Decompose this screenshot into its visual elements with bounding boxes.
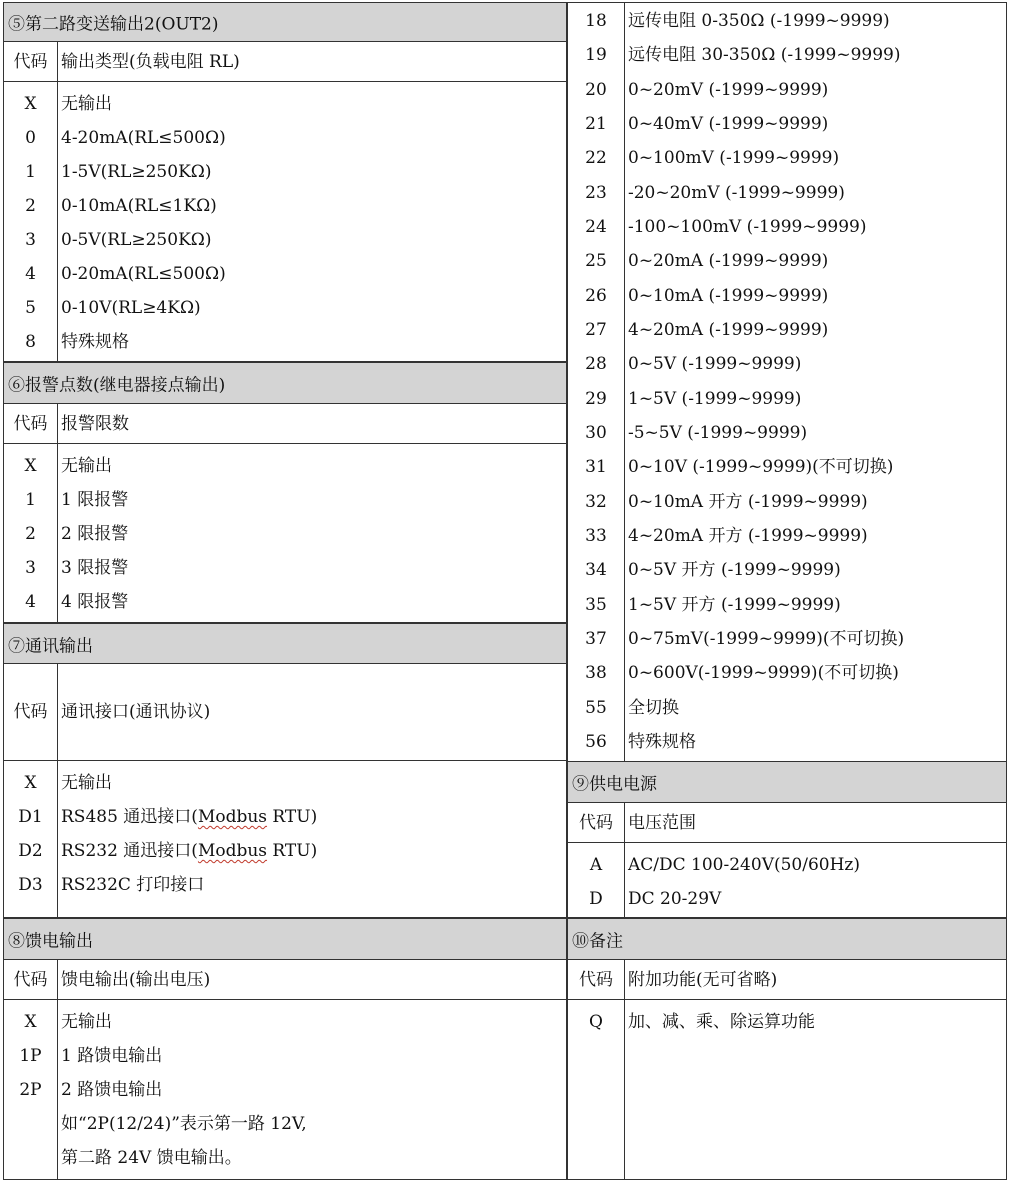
row-desc: 4 限报警	[61, 592, 129, 612]
row-code: 29	[585, 389, 607, 409]
row-code: D	[589, 889, 603, 909]
section-9-desc-header: 电压范围	[628, 813, 696, 833]
section-5-title: ⑤第二路变送输出2(OUT2)	[8, 14, 219, 35]
row-desc: 0~600V(-1999~9999)(不可切换)	[628, 663, 899, 683]
row-desc: 0~10V (-1999~9999)(不可切换)	[628, 457, 894, 477]
row-desc: DC 20-29V	[628, 889, 722, 909]
section-5-header-row	[3, 41, 567, 82]
row-desc: AC/DC 100-240V(50/60Hz)	[628, 855, 861, 875]
row-desc: 0-10V(RL≥4KΩ)	[61, 298, 201, 318]
row-code: 2	[25, 196, 36, 216]
row-desc: -5~5V (-1999~9999)	[628, 423, 808, 443]
section-5-body	[3, 81, 567, 362]
row-code: X	[24, 94, 37, 114]
section-6-body	[3, 443, 567, 623]
row-code: X	[24, 1012, 37, 1032]
row-desc: 0~20mV (-1999~9999)	[628, 80, 829, 100]
row-desc: 0~10mA 开方 (-1999~9999)	[628, 492, 868, 512]
protocol-name: Modbus	[197, 841, 268, 861]
row-desc: 0~5V (-1999~9999)	[628, 354, 802, 374]
row-desc: 0-5V(RL≥250KΩ)	[61, 230, 212, 250]
row-desc-part: RS232 通迅接口(	[61, 841, 198, 861]
row-desc: 4-20mA(RL≤500Ω)	[61, 128, 226, 148]
section-8-header-row	[3, 959, 567, 1000]
row-desc	[61, 841, 317, 861]
row-desc-part: RS485 通迅接口(	[61, 807, 198, 827]
row-code: 19	[585, 45, 607, 65]
row-desc: 全切换	[628, 698, 679, 718]
section-10-title-bar	[567, 918, 1007, 960]
row-code: 4	[25, 264, 36, 284]
row-code: D3	[18, 875, 43, 895]
row-desc: 远传电阻 30-350Ω (-1999~9999)	[628, 45, 901, 65]
row-desc: 特殊规格	[628, 732, 696, 752]
row-desc: 0~100mV (-1999~9999)	[628, 148, 840, 168]
row-code: 25	[585, 251, 607, 271]
row-code: 2	[25, 524, 36, 544]
row-code: 3	[25, 558, 36, 578]
section-9-title: ⑨供电电源	[572, 774, 657, 795]
row-desc-part: RTU)	[267, 841, 318, 861]
row-code: 30	[585, 423, 607, 443]
row-desc: 加、减、乘、除运算功能	[628, 1012, 815, 1032]
row-code: X	[24, 456, 37, 476]
row-desc: 0-20mA(RL≤500Ω)	[61, 264, 226, 284]
section-9-code-header: 代码	[579, 813, 613, 833]
row-code: 35	[585, 595, 607, 615]
row-desc: 0~75mV(-1999~9999)(不可切换)	[628, 629, 905, 649]
row-desc: 3 限报警	[61, 558, 129, 578]
section-7-header-row	[3, 663, 567, 761]
row-desc: 1~5V 开方 (-1999~9999)	[628, 595, 841, 615]
row-code: 31	[585, 457, 607, 477]
row-desc: 0~20mA (-1999~9999)	[628, 251, 829, 271]
row-desc: 2 路馈电输出	[61, 1080, 163, 1100]
row-desc: 0~5V 开方 (-1999~9999)	[628, 560, 841, 580]
feed-output-note-line: 如“2P(12/24)”表示第一路 12V,	[61, 1114, 307, 1134]
row-desc: -100~100mV (-1999~9999)	[628, 217, 867, 237]
row-desc: 2 限报警	[61, 524, 129, 544]
section-10-header-row	[567, 959, 1007, 1000]
row-code: 4	[25, 592, 36, 612]
row-desc: 无输出	[61, 1012, 112, 1032]
input-type-table	[567, 2, 1007, 762]
section-5-desc-header: 输出类型(负载电阻 RL)	[61, 52, 240, 72]
row-desc: -20~20mV (-1999~9999)	[628, 183, 845, 203]
row-code: 20	[585, 80, 607, 100]
section-7-desc-header: 通讯接口(通讯协议)	[61, 702, 211, 722]
row-desc: 1 路馈电输出	[61, 1046, 163, 1066]
row-code: 18	[585, 11, 607, 31]
row-desc: RS232C 打印接口	[61, 875, 205, 895]
section-6-desc-header: 报警限数	[61, 414, 129, 434]
row-desc: 0~40mV (-1999~9999)	[628, 114, 829, 134]
row-code: 32	[585, 492, 607, 512]
row-code: D2	[18, 841, 43, 861]
section-10-code-header: 代码	[579, 970, 613, 990]
row-code: 1P	[19, 1046, 42, 1066]
row-desc: 无输出	[61, 94, 112, 114]
row-code: 1	[25, 162, 36, 182]
row-desc	[61, 807, 317, 827]
section-7-title: ⑦通讯输出	[8, 636, 93, 656]
row-code: X	[24, 773, 37, 793]
section-8-title: ⑧馈电输出	[8, 931, 93, 952]
row-code: 56	[585, 732, 607, 752]
row-desc: 0-10mA(RL≤1KΩ)	[61, 196, 217, 216]
row-code: 28	[585, 354, 607, 374]
section-6-title-bar	[3, 362, 567, 404]
section-9-title-bar	[567, 761, 1007, 803]
row-code: 3	[25, 230, 36, 250]
row-code: 23	[585, 183, 607, 203]
row-code: 2P	[19, 1080, 42, 1100]
row-desc: 远传电阻 0-350Ω (-1999~9999)	[628, 11, 890, 31]
section-7-code-header: 代码	[13, 702, 48, 722]
row-code: 55	[585, 698, 607, 718]
section-5-code-header: 代码	[13, 52, 48, 72]
row-code: 8	[25, 332, 36, 352]
section-7-body	[3, 760, 567, 918]
row-code: 21	[585, 114, 607, 134]
section-9-body	[567, 842, 1007, 918]
row-desc: 4~20mA 开方 (-1999~9999)	[628, 526, 868, 546]
row-desc: 无输出	[61, 773, 112, 793]
row-code: 26	[585, 286, 607, 306]
section-6-header-row	[3, 403, 567, 444]
section-9-header-row	[567, 802, 1007, 843]
row-code: A	[589, 855, 603, 875]
section-8-code-header: 代码	[13, 970, 48, 990]
section-7-title-bar	[3, 623, 567, 664]
row-code: 0	[25, 128, 36, 148]
row-desc: 1 限报警	[61, 490, 129, 510]
row-code: 1	[25, 490, 36, 510]
row-desc: 无输出	[61, 456, 112, 476]
section-10-body	[567, 999, 1007, 1180]
row-code: 38	[585, 663, 607, 683]
section-10-desc-header: 附加功能(无可省略)	[628, 970, 778, 990]
section-10-title: ⑩备注	[572, 931, 623, 952]
section-6-code-header: 代码	[13, 414, 48, 434]
row-code: D1	[18, 807, 43, 827]
row-code: 37	[585, 629, 607, 649]
row-desc: 0~10mA (-1999~9999)	[628, 286, 829, 306]
row-code: 34	[585, 560, 607, 580]
section-8-body	[3, 999, 567, 1180]
section-8-title-bar	[3, 918, 567, 960]
protocol-name: Modbus	[197, 807, 268, 827]
row-desc: 1-5V(RL≥250KΩ)	[61, 162, 212, 182]
row-desc: 特殊规格	[61, 332, 129, 352]
row-code: 24	[585, 217, 607, 237]
row-code: 5	[25, 298, 36, 318]
row-code: 33	[585, 526, 607, 546]
row-desc: 4~20mA (-1999~9999)	[628, 320, 829, 340]
section-8-desc-header: 馈电输出(输出电压)	[61, 970, 211, 990]
section-6-title: ⑥报警点数(继电器接点输出)	[8, 375, 226, 396]
feed-output-note-line: 第二路 24V 馈电输出。	[61, 1148, 242, 1168]
row-code: 27	[585, 320, 607, 340]
row-desc-part: RTU)	[267, 807, 318, 827]
row-desc: 1~5V (-1999~9999)	[628, 389, 802, 409]
section-5-title-bar	[3, 2, 567, 42]
row-code: 22	[585, 148, 607, 168]
row-code: Q	[589, 1012, 603, 1032]
